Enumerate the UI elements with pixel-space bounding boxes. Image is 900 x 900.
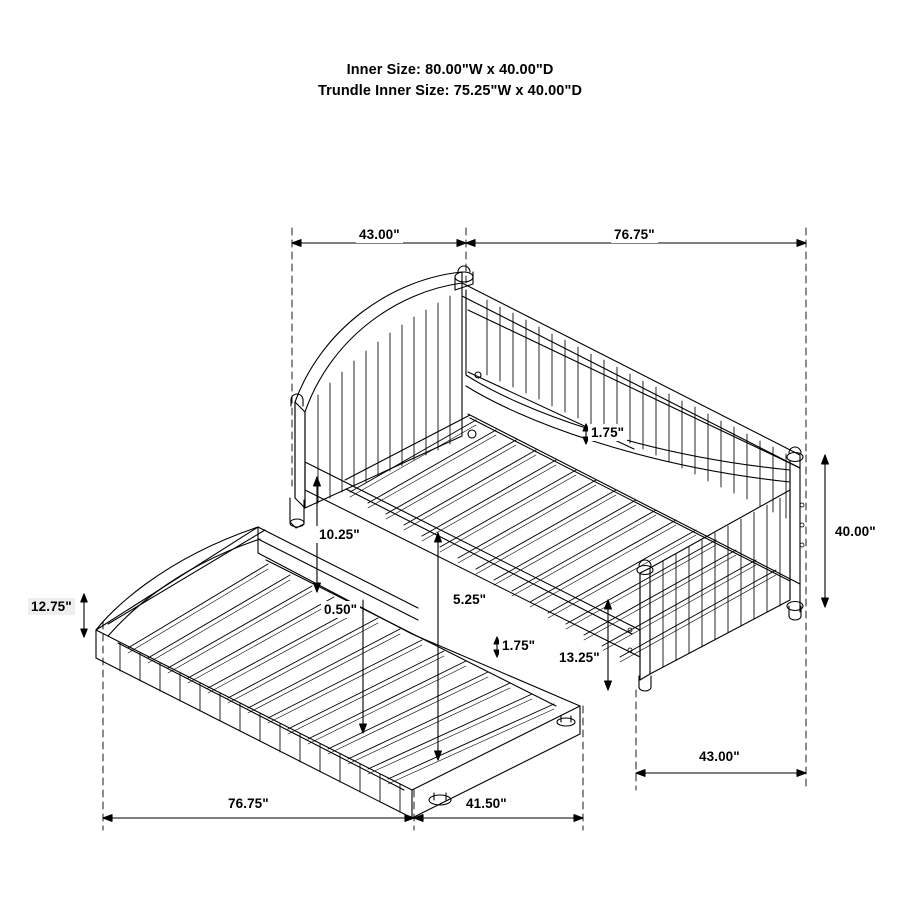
dim-top-left: 43.00" [356,226,403,243]
dim-clearance: 0.50" [321,601,360,618]
dim-under-bed: 13.25" [556,649,603,666]
dim-deck-height: 10.25" [316,526,363,543]
dim-top-right: 76.75" [611,226,658,243]
dim-bottom-left: 76.75" [225,795,272,812]
trundle-inner-size-line: Trundle Inner Size: 75.25"W x 40.00"D [317,83,583,99]
inner-size-line: Inner Size: 80.00"W x 40.00"D [346,62,554,78]
dim-bottom-right-depth: 43.00" [696,748,743,765]
dim-right-height: 40.00" [832,523,879,540]
dim-trundle-side-height: 12.75" [28,598,75,615]
dim-bottom-right: 41.50" [463,795,510,812]
dim-slat-upper: 1.75" [588,424,627,441]
dim-trundle-slat: 1.75" [499,637,538,654]
dim-trundle-rail: 5.25" [450,591,489,608]
